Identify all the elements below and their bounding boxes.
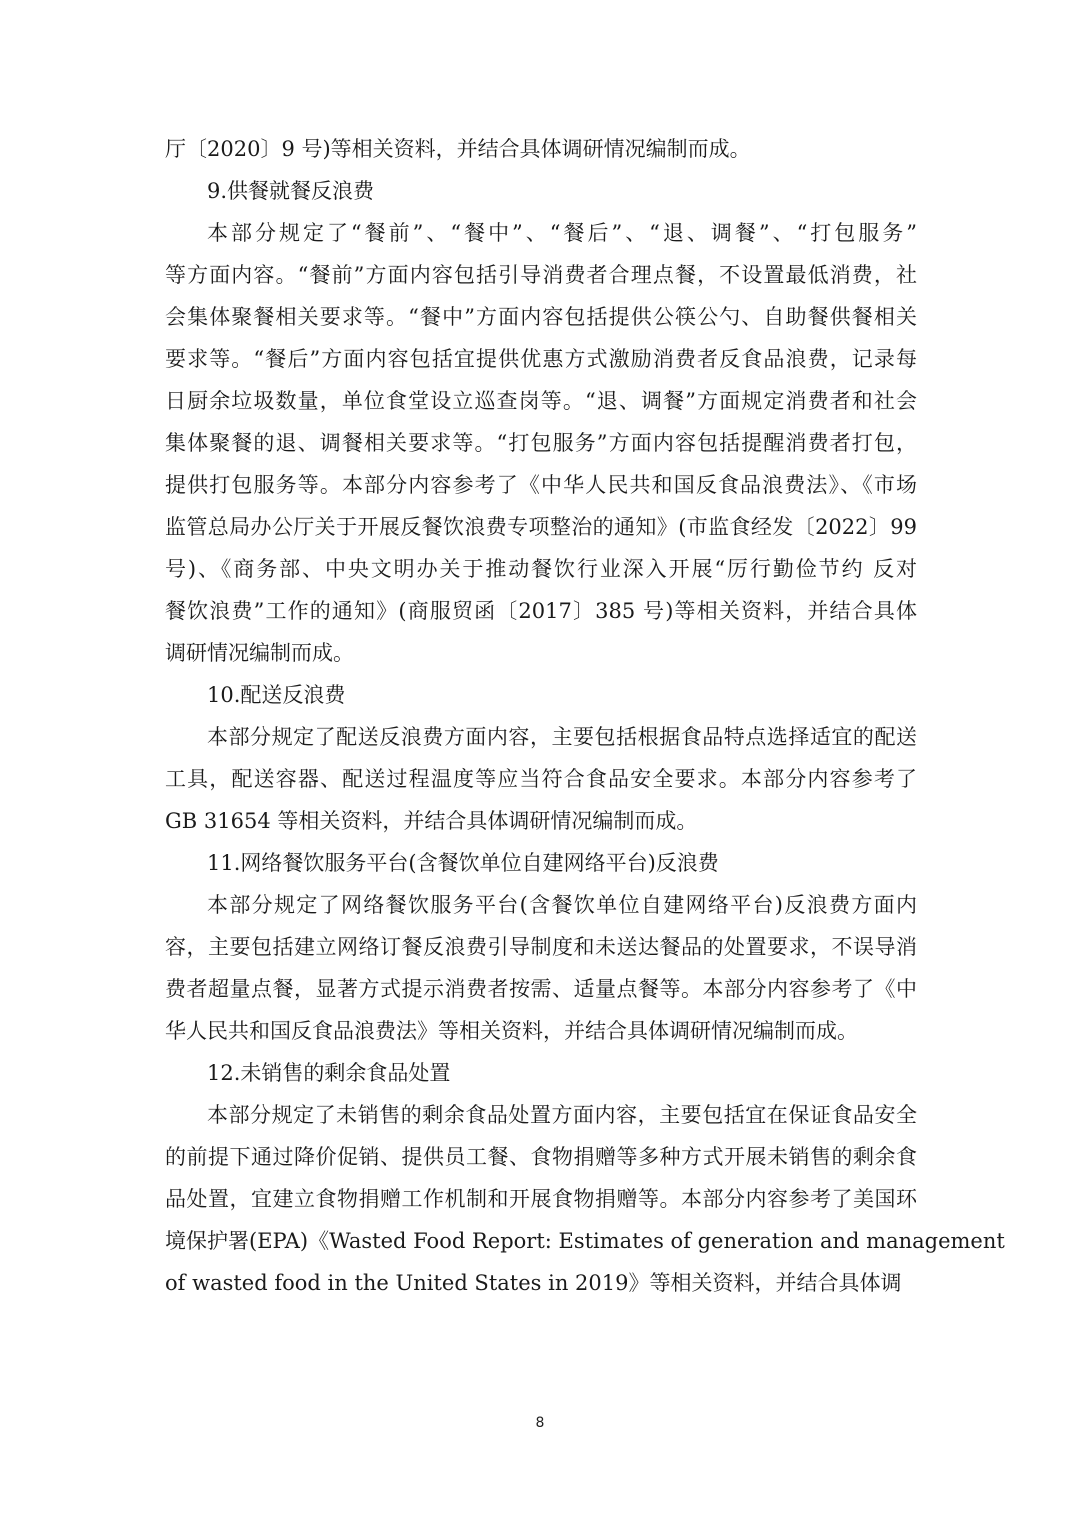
text-line: 厅〔2020〕9 号)等相关资料，并结合具体调研情况编制而成。 — [165, 137, 751, 161]
section-heading — [165, 1052, 917, 1094]
text-line: 餐饮浪费”工作的通知》(商服贸函〔2017〕385 号)等相关资料，并结合具体 — [165, 599, 917, 623]
paragraph — [165, 1094, 1005, 1304]
paragraph — [165, 716, 917, 842]
text-line: 集体聚餐的退、调餐相关要求等。“打包服务”方面内容包括提醒消费者打包， — [165, 431, 917, 455]
text-line: 华人民共和国反食品浪费法》等相关资料，并结合具体调研情况编制而成。 — [165, 1019, 858, 1043]
heading-text: 9.供餐就餐反浪费 — [207, 179, 375, 203]
page-number: 8 — [535, 1415, 545, 1431]
text-line: 品处置，宜建立食物捐赠工作机制和开展食物捐赠等。本部分内容参考了美国环 — [165, 1187, 917, 1211]
text-line: 调研情况编制而成。 — [165, 641, 354, 665]
heading-text: 12.未销售的剩余食品处置 — [207, 1061, 451, 1085]
text-line: 监管总局办公厅关于开展反餐饮浪费专项整治的通知》(市监食经发〔2022〕99 — [165, 515, 917, 539]
text-line: 本部分规定了“餐前”、“餐中”、“餐后”、“退、调餐”、“打包服务” — [207, 221, 917, 245]
text-line: 费者超量点餐，显著方式提示消费者按需、适量点餐等。本部分内容参考了《中 — [165, 977, 917, 1001]
text-line: 本部分规定了未销售的剩余食品处置方面内容，主要包括宜在保证食品安全 — [207, 1103, 917, 1127]
text-line: 本部分规定了配送反浪费方面内容，主要包括根据食品特点选择适宜的配送 — [207, 725, 917, 749]
paragraph — [165, 212, 917, 674]
text-line: 等方面内容。“餐前”方面内容包括引导消费者合理点餐，不设置最低消费，社 — [165, 263, 917, 287]
text-line: 号)、《商务部、中央文明办关于推动餐饮行业深入开展“厉行勤俭节约 反对 — [165, 557, 917, 581]
section-heading — [165, 674, 917, 716]
text-line: 本部分规定了网络餐饮服务平台(含餐饮单位自建网络平台)反浪费方面内 — [207, 893, 917, 917]
section-heading — [165, 842, 917, 884]
document-body — [165, 128, 1005, 1304]
paragraph — [165, 128, 917, 170]
text-line: of wasted food in the United States in 2019》等相关资料，并结合具体调 — [165, 1271, 902, 1295]
text-line: 的前提下通过降价促销、提供员工餐、食物捐赠等多种方式开展未销售的剩余食 — [165, 1145, 917, 1169]
text-line: 提供打包服务等。本部分内容参考了《中华人民共和国反食品浪费法》、《市场 — [165, 473, 917, 497]
section-heading — [165, 170, 917, 212]
text-line: GB 31654 等相关资料，并结合具体调研情况编制而成。 — [165, 809, 698, 833]
paragraph — [165, 884, 917, 1052]
heading-text: 10.配送反浪费 — [207, 683, 346, 707]
text-line: 工具，配送容器、配送过程温度等应当符合食品安全要求。本部分内容参考了 — [165, 767, 917, 791]
text-line: 会集体聚餐相关要求等。“餐中”方面内容包括提供公筷公勺、自助餐供餐相关 — [165, 305, 917, 329]
text-line: 境保护署(EPA)《Wasted Food Report: Estimates of generation and management — [165, 1229, 1005, 1253]
text-line: 日厨余垃圾数量，单位食堂设立巡查岗等。“退、调餐”方面规定消费者和社会 — [165, 389, 917, 413]
text-line: 要求等。“餐后”方面内容包括宜提供优惠方式激励消费者反食品浪费，记录每 — [165, 347, 917, 371]
heading-text: 11.网络餐饮服务平台(含餐饮单位自建网络平台)反浪费 — [207, 851, 719, 875]
text-line: 容，主要包括建立网络订餐反浪费引导制度和未送达餐品的处置要求，不误导消 — [165, 935, 917, 959]
